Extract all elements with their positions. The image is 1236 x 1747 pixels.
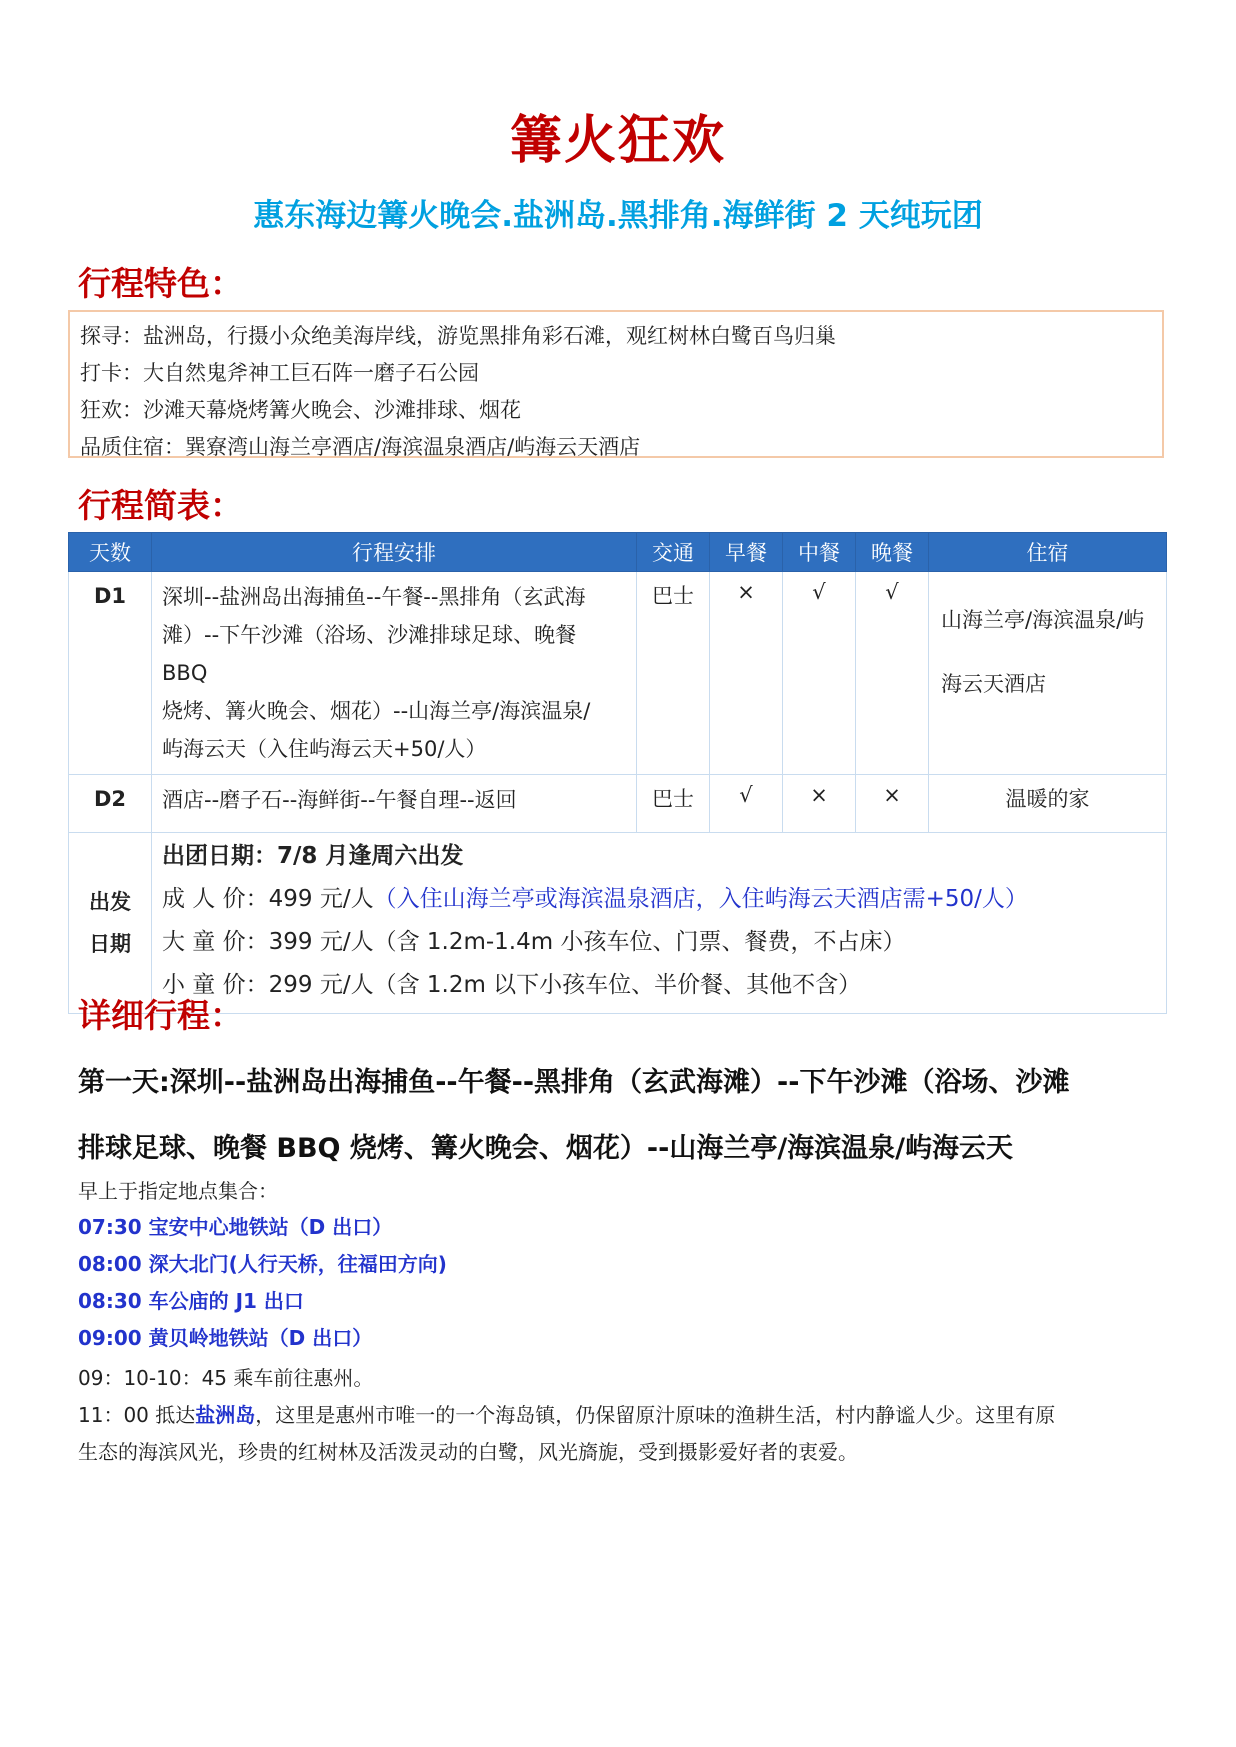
page-title: 篝火狂欢 [509, 111, 726, 171]
feature-line: 品质住宿：巽寮湾山海兰亭酒店/海滨温泉酒店/屿海云天酒店 [80, 435, 641, 459]
col-header-transport: 交通 [637, 533, 710, 572]
feature-line: 探寻：盐洲岛，行摄小众绝美海岸线，游览黑排角彩石滩，观红树林白鹭百鸟归巢 [80, 324, 836, 348]
departure-label [69, 833, 152, 1014]
day1-heading-line: 第一天:深圳--盐洲岛出海捕鱼--午餐--黑排角（玄武海滩）--下午沙滩（浴场、沙滩 [78, 1067, 1070, 1098]
arrival-place: 盐洲岛 [195, 1403, 256, 1427]
arrival-text: ，这里是惠州市唯一的一个海岛镇，仍保留原汁原味的渔耕生活，村内静谧人少。这里有原 [255, 1403, 1056, 1427]
pickup-item: 07:30 宝安中心地铁站（D 出口） [78, 1215, 393, 1239]
price-child-small: 小 童 价：299 元/人（含 1.2m 以下小孩车位、半价餐、其他不含） [162, 972, 862, 998]
departure-row [69, 833, 1167, 1014]
breakfast-cell: √ [710, 775, 783, 833]
pickup-item: 09:00 黄贝岭地铁站（D 出口） [78, 1326, 373, 1350]
arrival-paragraph [78, 1397, 1168, 1471]
features-box [68, 310, 1164, 458]
col-header-breakfast: 早餐 [710, 533, 783, 572]
dinner-cell: × [856, 775, 929, 833]
arrival-line [78, 1397, 1168, 1434]
transport-cell: 巴士 [637, 572, 710, 775]
col-header-dinner: 晚餐 [856, 533, 929, 572]
departure-label-line: 日期 [89, 932, 131, 956]
hotel-cell [929, 572, 1167, 775]
plan-cell: 酒店--磨子石--海鲜街--午餐自理--返回 [152, 775, 637, 833]
price-adult-text: 成 人 价：499 元/人 [162, 886, 374, 912]
hotel-line: 海云天酒店 [941, 672, 1046, 696]
col-header-lunch: 中餐 [783, 533, 856, 572]
table-row [69, 775, 1167, 833]
feature-line: 狂欢：沙滩天幕烧烤篝火晚会、沙滩排球、烟花 [80, 398, 521, 422]
table-row [69, 572, 1167, 775]
day-cell: D2 [69, 775, 152, 833]
page-subtitle: 惠东海边篝火晚会.盐洲岛.黑排角.海鲜街 2 天纯玩团 [253, 198, 983, 234]
hotel-line: 山海兰亭/海滨温泉/屿 [941, 608, 1145, 632]
transport-cell: 巴士 [637, 775, 710, 833]
departure-cell [152, 833, 1167, 1014]
arrival-time: 11：00 抵达 [78, 1403, 196, 1427]
breakfast-cell: × [710, 572, 783, 775]
lunch-cell: × [783, 775, 856, 833]
day1-heading-line: 排球足球、晚餐 BBQ 烧烤、篝火晚会、烟花）--山海兰亭/海滨温泉/屿海云天 [78, 1133, 1014, 1164]
plan-line: 屿海云天（入住屿海云天+50/人） [162, 737, 487, 761]
section-heading-detail: 详细行程： [78, 996, 243, 1035]
plan-line: 烧烤、篝火晚会、烟花）--山海兰亭/海滨温泉/ [162, 699, 591, 723]
price-adult-note: （入住山海兰亭或海滨温泉酒店，入住屿海云天酒店需+50/人） [373, 886, 1028, 912]
plan-line: 滩）--下午沙滩（浴场、沙滩排球足球、晚餐 BBQ [162, 623, 577, 685]
gather-note: 早上于指定地点集合： [78, 1179, 278, 1203]
pickup-item: 08:30 车公庙的 J1 出口 [78, 1289, 304, 1313]
day-cell: D1 [69, 572, 152, 775]
col-header-plan: 行程安排 [152, 533, 637, 572]
section-heading-features: 行程特色： [78, 264, 243, 303]
itinerary-table [68, 532, 1167, 1014]
departure-date: 出团日期：7/8 月逢周六出发 [162, 843, 464, 869]
plan-line: 深圳--盐洲岛出海捕鱼--午餐--黑排角（玄武海 [162, 585, 586, 609]
dinner-cell: √ [856, 572, 929, 775]
pickup-item: 08:00 深大北门(人行天桥，往福田方向) [78, 1252, 447, 1276]
day1-heading [78, 1050, 1168, 1182]
table-header-row [69, 533, 1167, 572]
arrival-line: 生态的海滨风光，珍贵的红树林及活泼灵动的白鹭，风光旖旎，受到摄影爱好者的衷爱。 [78, 1440, 858, 1464]
plan-cell [152, 572, 637, 775]
section-heading-schedule: 行程简表： [78, 486, 243, 525]
lunch-cell: √ [783, 572, 856, 775]
hotel-cell: 温暖的家 [929, 775, 1167, 833]
price-adult [162, 878, 1156, 921]
price-child-big: 大 童 价：399 元/人（含 1.2m-1.4m 小孩车位、门票、餐费，不占床） [162, 929, 906, 955]
col-header-hotel: 住宿 [929, 533, 1167, 572]
col-header-day: 天数 [69, 533, 152, 572]
departure-label-line: 出发 [89, 890, 131, 914]
transfer-note: 09：10-10：45 乘车前往惠州。 [78, 1366, 374, 1390]
feature-line: 打卡：大自然鬼斧神工巨石阵一磨子石公园 [80, 361, 479, 385]
